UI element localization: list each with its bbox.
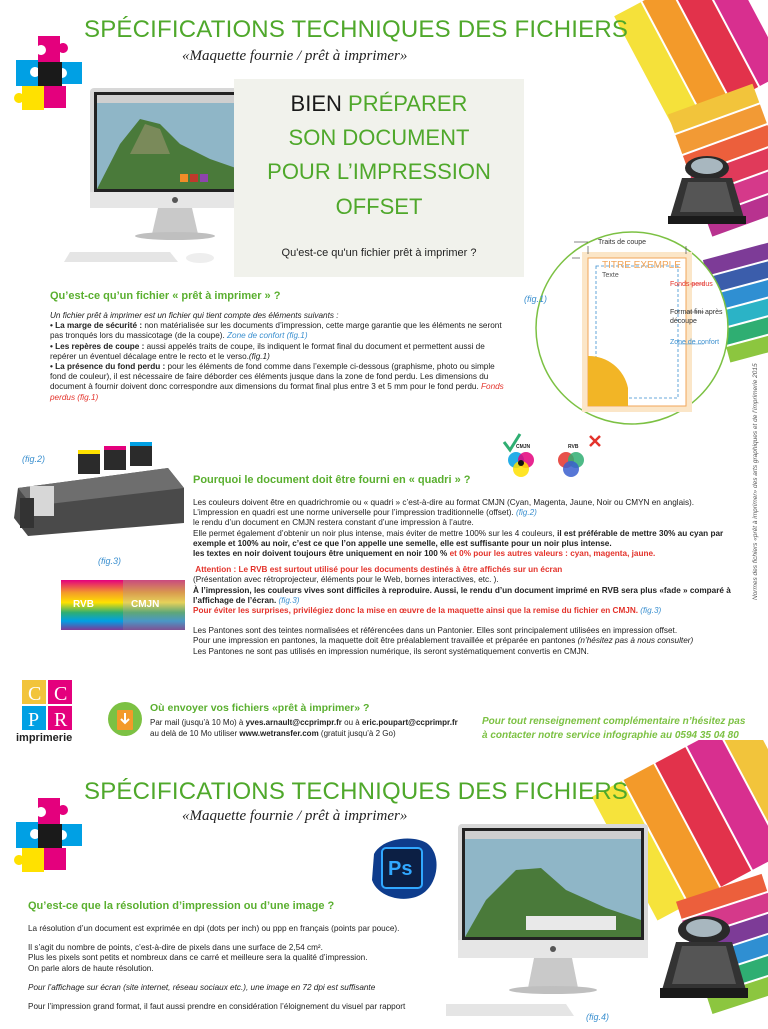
s2-line3: le rendu d’un document en CMJN restera constant d’une impression à l’autre. [193, 518, 474, 528]
page2-subtitle: «Maquette fournie / prêt à imprimer» [182, 808, 408, 824]
photoshop-icon [366, 834, 442, 904]
section1-p3: • La présence du fond perdu : pour les éléments de fond comme dans l’exemple ci-dessous (graphisme, photo ou simple fond de couleur), il est nécessaire de faire déborder ces éléments jusque dans la zone de fond perdu. Les dimensions du document à fournir doivent donc correspondre aux dimensions du format final plus entre 3 et 5 mm pour le fond perdu. Fonds perdus (fig.1) [50, 362, 504, 402]
footer-line1: Par mail (jusqu’à 10 Mo) à yves.arnault@ccprimpr.fr ou à eric.poupart@ccprimpr.fr [150, 718, 458, 727]
cmjn-label: CMJN [131, 599, 160, 610]
download-icon [108, 702, 142, 736]
format-label: Format fini après découpe [670, 309, 723, 325]
bleed-diagram [524, 228, 748, 428]
page-subtitle: «Maquette fournie / prêt à imprimer» [182, 48, 408, 64]
magnifier-loupe-icon-2 [654, 906, 754, 1006]
page-title: SPÉCIFICATIONS TECHNIQUES DES FICHIERS [84, 16, 629, 43]
section2-body [193, 498, 755, 657]
contact-box [478, 708, 768, 748]
footer-heading: Où envoyer vos fichiers «prêt à imprimer» ? [150, 702, 370, 714]
fonds-label: Fonds perdus [670, 281, 713, 288]
headline-bien: BIEN [290, 91, 342, 116]
cmjn-rvb-icons [498, 432, 608, 482]
svg-text:R: R [54, 709, 68, 731]
s2-line2: L’impression en quadri est une norme universelle pour l’impression traditionnelle (offset). (fig.2) [193, 508, 537, 518]
texte-label: Texte [602, 272, 619, 279]
svg-text:C: C [28, 683, 42, 705]
p2-line6: Pour l’impression grand format, il faut aussi prendre en considération l’éloignement du visuel par rapport [28, 1002, 406, 1012]
imac-illustration-2 [446, 820, 656, 1024]
s2-attention2: (Présentation avec rétroprojecteur, éléments pour le Web, bornes interactives, etc. ). [193, 575, 499, 585]
vertical-caption: Normes des fichiers «prêt à imprimer» des arts graphiques et de l’imprimerie 2015 [752, 363, 759, 600]
zone-label: Zone de confort [670, 339, 720, 346]
section2-heading: Pourquoi le document doit être fourni en « quadri » ? [193, 474, 471, 486]
p2-line3: Plus les pixels sont petits et nombreux dans ce carré et meilleure sera la qualité d’impression. [28, 953, 368, 963]
wetransfer-link[interactable]: www.wetransfer.com [239, 729, 319, 738]
traits-label: Traits de coupe [598, 239, 646, 246]
s2-attention3: À l’impression, les couleurs vives sont difficiles à reproduire. Aussi, le rendu d’un document imprimé en RVB sera plus «fade » comparé à l’affichage de l’écran. (fig.3) [193, 585, 731, 605]
ps-label: Ps [388, 858, 413, 880]
section1-body [50, 311, 510, 403]
fig3-label: (fig.3) [98, 556, 122, 566]
cmjn-small-label: CMJN [516, 444, 531, 450]
titre-exemple: TITRE EXEMPLE [602, 260, 681, 271]
contact-line1: Pour tout renseignement complémentaire n’hésitez pas [482, 716, 746, 727]
page2-body [28, 924, 448, 1012]
email-link-1[interactable]: yves.arnault@ccprimpr.fr [245, 718, 342, 727]
magnifier-loupe-icon [662, 146, 752, 230]
p2-line4: On parle alors de haute résolution. [28, 963, 154, 973]
contact-line2: à contacter notre service infographie au 0594 35 04 80 [482, 730, 739, 741]
svg-text:C: C [54, 683, 68, 705]
fig2-label: (fig.2) [22, 454, 46, 464]
s2-pantone3: Les Pantones ne sont pas utilisés en impression numérique, ils seront systématiquement convertis en CMJN. [193, 646, 589, 656]
logo-word: imprimerie [16, 732, 73, 744]
imac-illustration [60, 84, 260, 269]
footer-line2: au delà de 10 Mo utiliser www.wetransfer.com (gratuit jusqu’à 2 Go) [150, 729, 396, 738]
rvb-small-label: RVB [568, 444, 579, 450]
section1-heading: Qu’est-ce qu’un fichier « prêt à imprimer » ? [50, 290, 281, 302]
page2-heading: Qu’est-ce que la résolution d’impression ou d’une image ? [28, 900, 335, 912]
headline-line3: POUR L’IMPRESSION [267, 159, 491, 184]
p2-line1: La résolution d’un document est exprimée en dpi (dots per inch) ou ppp en français (points par pouce). [28, 924, 400, 933]
section1-p1: • La marge de sécurité : non matérialisée sur les documents d’impression, cette marge garantie que les éléments ne seront pas tronqués lors du massicotage (de la coupe). Zone de confort (fig.1) [50, 321, 502, 341]
svg-text:P: P [28, 709, 40, 731]
rvb-label: RVB [73, 599, 94, 610]
headline-line1 [234, 91, 524, 117]
headline-question: Qu'est-ce qu'un fichier prêt à imprimer ? [281, 247, 477, 259]
headline-line4: OFFSET [335, 194, 423, 219]
headline-box [234, 79, 524, 277]
headline-line2: SON DOCUMENT [288, 125, 470, 150]
puzzle-cmyk-icon-2 [8, 796, 86, 876]
headline-preparer: PRÉPARER [348, 91, 468, 116]
s2-line4: Elle permet également d’obtenir un noir plus intense, mais éviter de mettre 100% sur les 4 couleurs, il est préférable de mettre 30% au cyan par exemple et 100% au noir, c’est ce que l’on appelle une semelle, elle est suffisante pour un noir plus intense. [193, 528, 724, 548]
s2-pantone2: Pour une impression en pantones, la maquette doit être préalablement travaillée et préparée en pantones (n’hésitez pas à nous consulter) [193, 636, 694, 646]
s2-attention: Attention : Le RVB est surtout utilisé pour les documents destinés à être affichés sur un écran [195, 565, 563, 575]
p2-line2: Il s’agit du nombre de points, c’est-à-dire de pixels dans une surface de 2,54 cm². [28, 943, 323, 953]
fig4-label: (fig.4) [586, 1012, 610, 1022]
fig1-label: (fig.1) [524, 294, 548, 304]
s2-line1: Les couleurs doivent être en quadrichromie ou « quadri » c’est-à-dire au format CMJN (Cyan, Magenta, Jaune, Noir ou CMYN en anglais). [193, 498, 695, 507]
s2-line5: les textes en noir doivent toujours être uniquement en noir 100 % et 0% pour les autres valeurs : cyan, magenta, jaune. [193, 549, 656, 559]
ccpr-logo [14, 678, 84, 748]
offset-press-image [8, 428, 188, 538]
s2-pantone1: Les Pantones sont des teintes normalisées et référencées dans un Pantonier. Elles sont principalement utilisées en impression offset. [193, 626, 678, 636]
page2-title: SPÉCIFICATIONS TECHNIQUES DES FICHIERS [84, 778, 629, 805]
rvb-cmjn-comparison [61, 580, 185, 630]
email-link-2[interactable]: eric.poupart@ccprimpr.fr [361, 718, 458, 727]
s2-attention4: Pour éviter les surprises, privilégiez donc la mise en œuvre de la maquette ainsi que la remise du fichier en CMJN. (fig.3) [193, 606, 662, 616]
p2-line5: Pour l’affichage sur écran (site internet, réseau sociaux etc.), une image en 72 dpi est suffisante [28, 982, 376, 992]
section1-intro: Un fichier prêt à imprimer est un fichier qui tient compte des éléments suivants : [50, 311, 339, 320]
section1-p2: • Les repères de coupe : aussi appelés traits de coupe, ils indiquent le format final du document et permettent aussi de repérer un éventuel décalage entre le recto et le verso.(fig.1) [50, 341, 485, 361]
